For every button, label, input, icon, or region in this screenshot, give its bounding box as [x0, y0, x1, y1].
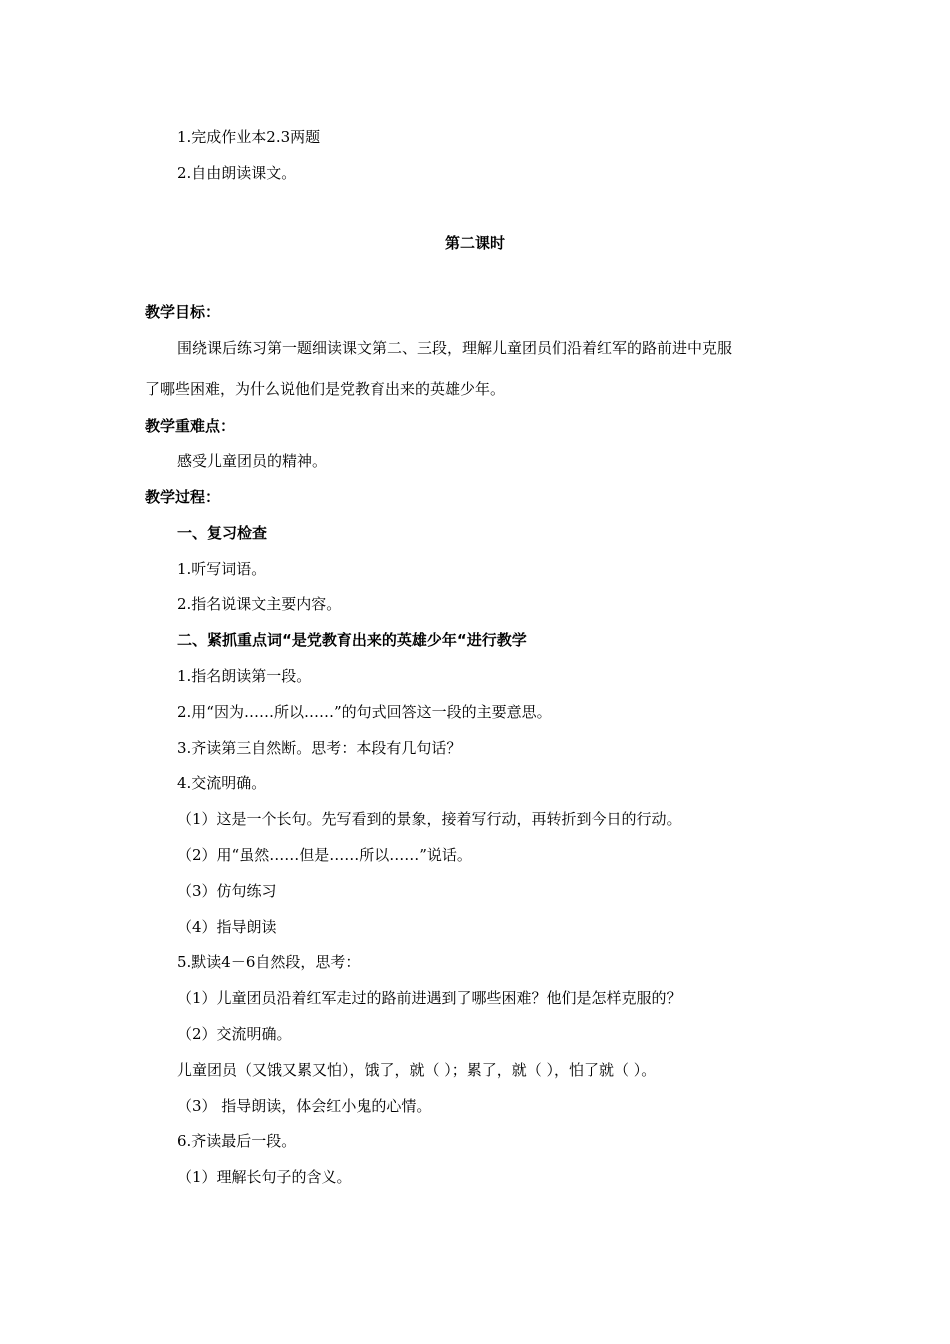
- part2-item: 3.齐读第三自然断。思考：本段有几句话？: [177, 739, 462, 757]
- top-item-1: 1.完成作业本2.3两题: [177, 128, 321, 146]
- part2-heading: 二、紧抓重点词“是党教育出来的英雄少年“进行教学: [177, 631, 527, 649]
- part2-item: 儿童团员（又饿又累又怕），饿了，就（ ）；累了，就（ ），怕了就（ ）。: [177, 1061, 657, 1079]
- process-heading: 教学过程：: [145, 488, 221, 506]
- part1-heading: 一、复习检查: [177, 524, 268, 542]
- part2-item: （2）交流明确。: [177, 1025, 292, 1043]
- objectives-heading: 教学目标：: [145, 303, 221, 321]
- part2-item: 1.指名朗读第一段。: [177, 667, 312, 685]
- part2-item: 4.交流明确。: [177, 774, 267, 792]
- objectives-line-2: 了哪些困难，为什么说他们是党教育出来的英雄少年。: [145, 380, 506, 398]
- part2-item: （1）儿童团员沿着红军走过的路前进遇到了哪些困难？他们是怎样克服的？: [177, 989, 682, 1007]
- objectives-line-1: 围绕课后练习第一题细读课文第二、三段，理解儿童团员们沿着红军的路前进中克服: [177, 339, 733, 357]
- key-points-heading: 教学重难点：: [145, 417, 236, 435]
- part2-item: （1）这是一个长句。先写看到的景象，接着写行动，再转折到今日的行动。: [177, 810, 682, 828]
- part2-item: 6.齐读最后一段。: [177, 1132, 297, 1150]
- key-points-text: 感受儿童团员的精神。: [177, 452, 328, 470]
- part2-item: 5.默读4－6自然段，思考：: [177, 953, 361, 971]
- part1-item: 2.指名说课文主要内容。: [177, 595, 342, 613]
- section-title: 第二课时: [444, 234, 505, 252]
- part2-item: 2.用“因为……所以……”的句式回答这一段的主要意思。: [177, 703, 552, 721]
- part2-item: （1）理解长句子的含义。: [177, 1168, 352, 1186]
- part2-item: （4）指导朗读: [177, 918, 277, 936]
- part2-item: （3）仿句练习: [177, 882, 277, 900]
- top-item-2: 2.自由朗读课文。: [177, 164, 297, 182]
- part2-item: （3） 指导朗读，体会红小鬼的心情。: [177, 1097, 432, 1115]
- part1-item: 1.听写词语。: [177, 560, 267, 578]
- part2-item: （2）用“虽然……但是……所以……”说话。: [177, 846, 472, 864]
